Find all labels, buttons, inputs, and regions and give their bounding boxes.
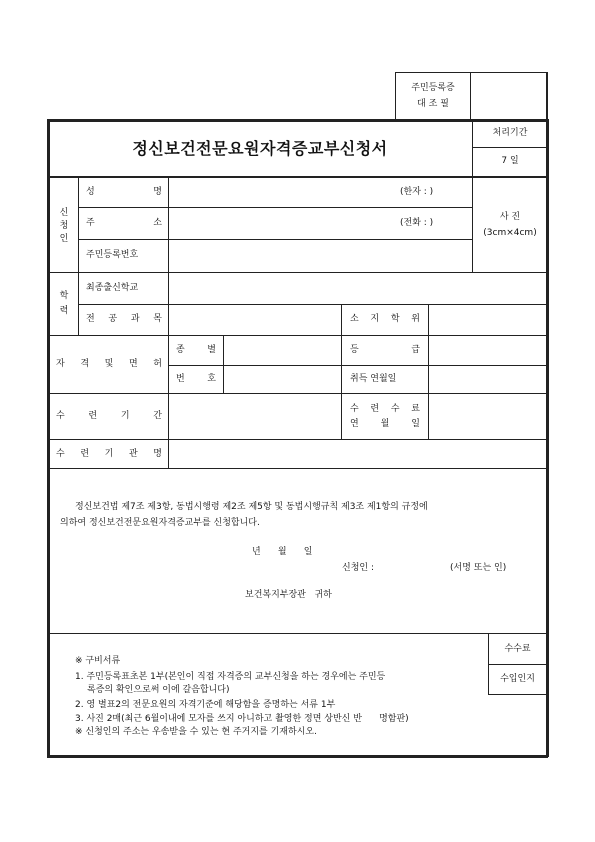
license-date-label: 취득 연월일 <box>350 374 397 384</box>
form-title: 정신보건전문요원자격증교부신청서 <box>132 139 388 158</box>
training-complete-field[interactable] <box>430 395 545 438</box>
processing-period-label: 처리기간 <box>492 128 528 138</box>
name-field[interactable]: (한자 : ) <box>400 187 434 197</box>
license-grade-field[interactable] <box>430 337 545 364</box>
training-period-label: 수 련 기 간 <box>56 411 162 421</box>
documents-heading: ※ 구비서류 <box>75 656 121 666</box>
resident-id-field[interactable] <box>170 241 470 271</box>
training-period-field[interactable] <box>170 395 340 438</box>
revenue-stamp-label: 수입인지 <box>500 674 535 684</box>
license-group-label: 자 격 및 면 허 <box>56 359 162 369</box>
training-complete-label-2: 연 월 일 <box>350 419 420 429</box>
major-field[interactable] <box>170 306 340 334</box>
license-date-field[interactable] <box>430 367 545 392</box>
declaration-date: 년 월 일 <box>252 547 313 557</box>
declaration-line-1: 정신보건법 제7조 제3항, 동법시행령 제2조 제5항 및 동법시행규칙 제3조 제1항의 규정에 <box>75 502 428 512</box>
license-number-label: 번 호 <box>176 374 216 384</box>
school-label: 최종출신학교 <box>86 283 139 293</box>
training-institution-label: 수 련 기 관 명 <box>56 449 162 459</box>
major-label: 전 공 과 목 <box>86 314 162 324</box>
license-number-field[interactable] <box>225 367 340 392</box>
degree-field[interactable] <box>430 306 545 334</box>
degree-label: 소 지 학 위 <box>350 314 420 324</box>
documents-item-1b: 록증의 확인으로써 이에 갈음합니다) <box>87 685 230 695</box>
documents-item-2: 2. 영 별표2의 전문요원의 자격기준에 해당함을 증명하는 서류 1부 <box>75 700 336 710</box>
license-type-field[interactable] <box>225 337 340 364</box>
documents-item-3: 3. 사진 2매(최근 6월이내에 모자를 쓰지 아니하고 촬영한 정면 상반신 반 명함판) <box>75 714 409 724</box>
signature-field[interactable]: (서명 또는 인) <box>450 563 507 573</box>
license-type-label: 종 별 <box>176 345 216 355</box>
applicant-sign-label: 신청인 : <box>342 563 374 573</box>
address-field[interactable]: (전화 : ) <box>400 218 434 228</box>
license-grade-label: 등 급 <box>350 345 420 355</box>
photo-size-label: (3cm×4cm) <box>483 228 537 238</box>
id-check-label-1: 주민등록증 <box>411 83 455 93</box>
recipient: 보건복지부장관 귀하 <box>245 590 332 600</box>
resident-id-label: 주민등록번호 <box>86 250 139 260</box>
fee-label: 수수료 <box>504 644 531 654</box>
photo-label: 사 진 <box>499 212 521 222</box>
id-check-label-2: 대 조 필 <box>417 99 449 109</box>
school-field[interactable] <box>170 274 545 303</box>
name-label: 성 명 <box>86 187 162 197</box>
address-label: 주 소 <box>86 218 162 228</box>
processing-period-value: 7 일 <box>501 156 519 166</box>
declaration-line-2: 의하여 정신보건전문요원자격증교부를 신청합니다. <box>60 518 260 528</box>
documents-item-1a: 1. 주민등록표초본 1부(본인이 직접 자격증의 교부신청을 하는 경우에는 주민등 <box>75 672 386 682</box>
documents-note: ※ 신청인의 주소는 우송받을 수 있는 현 주거지를 기재하시오. <box>75 727 317 737</box>
training-complete-label-1: 수 련 수 료 <box>350 404 420 414</box>
training-institution-field[interactable] <box>170 441 545 467</box>
